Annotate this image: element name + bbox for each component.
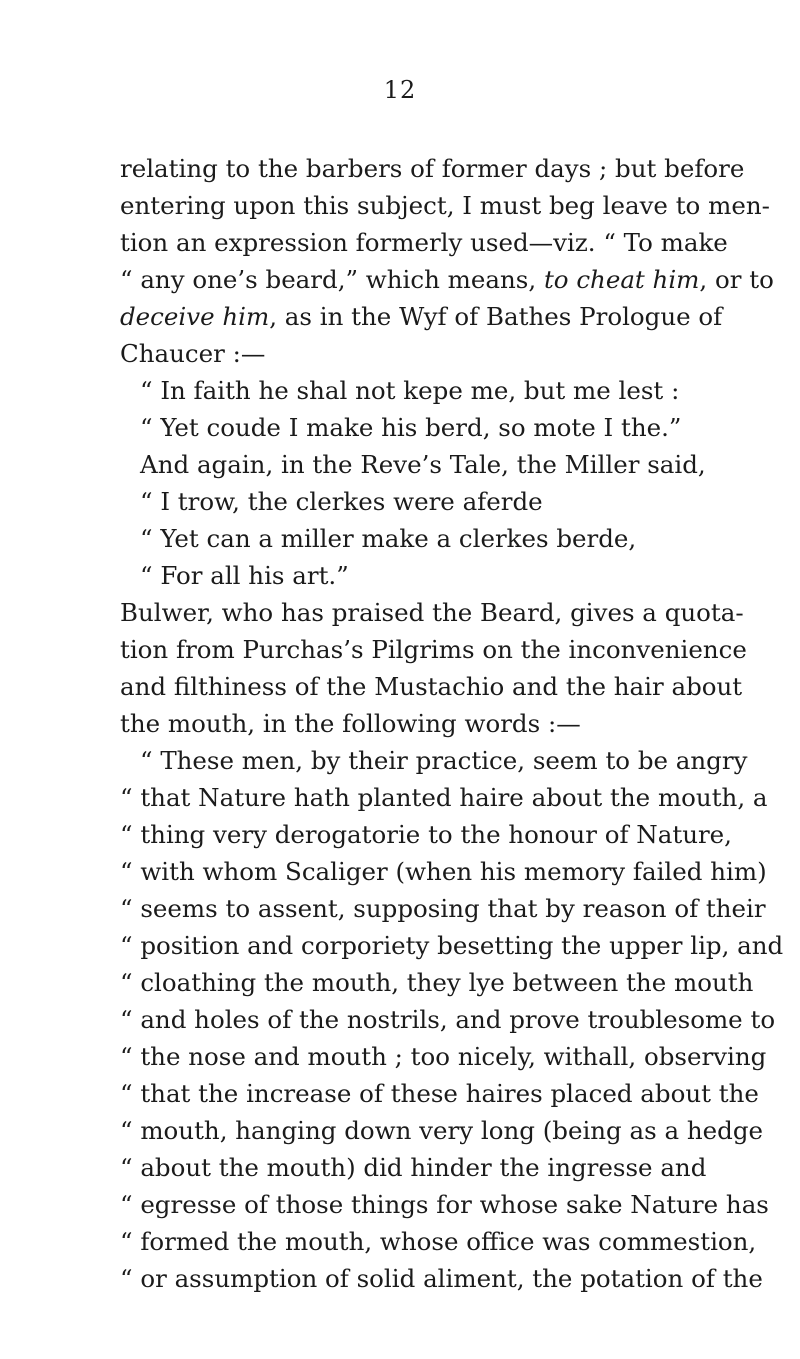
italic-phrase: deceive him: [120, 302, 270, 331]
quote-line: “ egresse of those things for whose sake Nature has: [120, 1190, 769, 1219]
quote-line: “ the nose and mouth ; too nicely, withall, observing: [120, 1042, 767, 1071]
text-line: entering upon this subject, I must beg leave to men-: [120, 191, 770, 220]
body-text: [120, 150, 784, 1297]
page-number: 12: [383, 76, 417, 104]
italic-phrase: to cheat him: [543, 265, 700, 294]
text-line: and filthiness of the Mustachio and the hair about: [120, 672, 743, 701]
verse-line: “ Yet coude I make his berd, so mote I the.”: [140, 413, 682, 442]
verse-line: “ Yet can a miller make a clerkes berde,: [140, 524, 637, 553]
quote-line: “ or assumption of solid aliment, the potation of the: [120, 1264, 763, 1293]
verse-line: “ In faith he shal not kepe me, but me lest :: [140, 376, 680, 405]
quote-line: “ about the mouth) did hinder the ingresse and: [120, 1153, 707, 1182]
text-line: the mouth, in the following words :—: [120, 709, 581, 738]
quote-line: “ seems to assent, supposing that by reason of their: [120, 894, 766, 923]
quote-line: “ that Nature hath planted haire about the mouth, a: [120, 783, 768, 812]
verse-line: “ For all his art.”: [140, 561, 349, 590]
quote-line: “ mouth, hanging down very long (being as a hedge: [120, 1116, 764, 1145]
text-line: Chaucer :—: [120, 339, 266, 368]
text-line: tion from Purchas’s Pilgrims on the inconvenience: [120, 635, 747, 664]
quote-line: “ cloathing the mouth, they lye between the mouth: [120, 968, 754, 997]
quote-line: “ and holes of the nostrils, and prove troublesome to: [120, 1005, 776, 1034]
quote-line: “ that the increase of these haires placed about the: [120, 1079, 759, 1108]
quote-line: “ formed the mouth, whose office was commestion,: [120, 1227, 757, 1256]
text-line: Bulwer, who has praised the Beard, gives a quota-: [120, 598, 744, 627]
text-line: [120, 298, 723, 335]
text-segment: , as in the Wyf of Bathes Prologue of: [269, 302, 723, 331]
text-line: relating to the barbers of former days ; but before: [120, 154, 745, 183]
text-segment: , or to: [699, 265, 774, 294]
text-line: tion an expression formerly used—viz. “ To make: [120, 228, 728, 257]
quote-line: “ with whom Scaliger (when his memory failed him): [120, 857, 767, 886]
text-line: [120, 261, 774, 298]
quote-line: “ thing very derogatorie to the honour of Nature,: [120, 820, 732, 849]
verse-line: “ I trow, the clerkes were aferde: [140, 487, 543, 516]
text-line: And again, in the Reve’s Tale, the Miller said,: [140, 450, 706, 479]
quote-line: “ These men, by their practice, seem to be angry: [140, 746, 748, 775]
text-segment: “ any one’s beard,” which means,: [120, 265, 544, 294]
quote-line: “ position and corporiety besetting the upper lip, and: [120, 931, 784, 960]
